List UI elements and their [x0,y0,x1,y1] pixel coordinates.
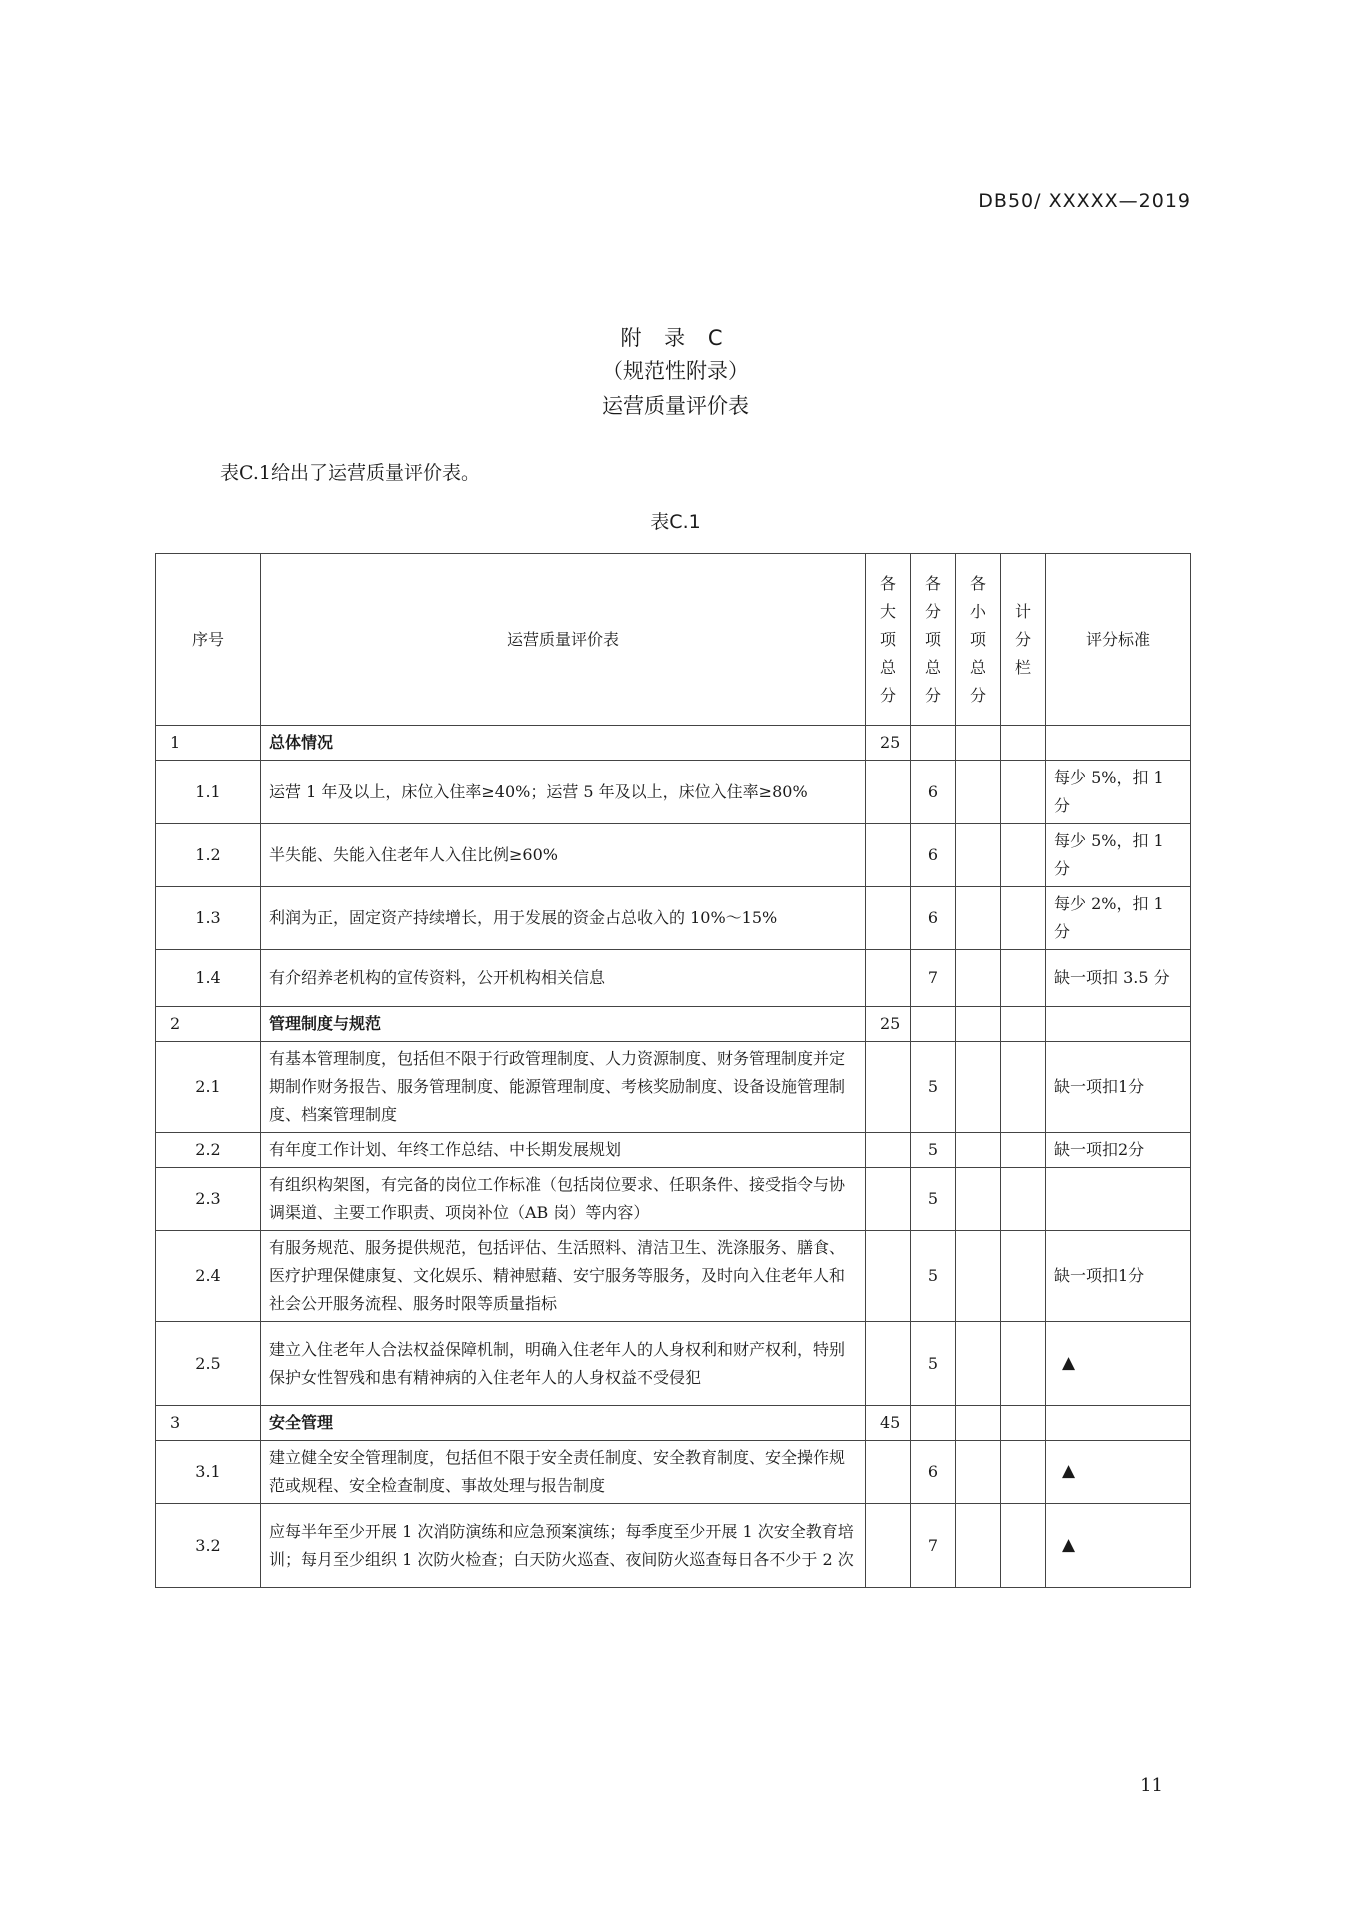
table-row [156,1231,1191,1322]
sub-total-cell: 5 [911,1231,956,1322]
major-total-cell [866,1133,911,1168]
table-body [156,726,1191,1588]
sub-total-cell: 6 [911,761,956,824]
row-number: 1.1 [156,761,261,824]
minor-total-cell [956,726,1001,761]
page-number: 11 [1140,1775,1163,1796]
header-sub-total: 各 分 项 总 分 [911,554,956,726]
score-cell [1001,950,1046,1007]
major-total-cell [866,1168,911,1231]
minor-total-cell [956,824,1001,887]
minor-total-cell [956,1007,1001,1042]
criteria-cell: 每少 2%，扣 1 分 [1046,887,1191,950]
table-row [156,761,1191,824]
criteria-cell: 缺一项扣1分 [1046,1042,1191,1133]
major-total-cell [866,950,911,1007]
row-number: 3 [156,1406,261,1441]
sub-total-cell: 7 [911,1504,956,1588]
sub-total-cell: 7 [911,950,956,1007]
criteria-cell: 每少 5%，扣 1 分 [1046,761,1191,824]
row-number: 1.4 [156,950,261,1007]
row-number: 2 [156,1007,261,1042]
score-cell [1001,726,1046,761]
minor-total-cell [956,1168,1001,1231]
sub-total-cell: 6 [911,824,956,887]
minor-total-cell [956,1504,1001,1588]
table-row [156,824,1191,887]
criteria-cell [1046,1007,1191,1042]
warning-triangle-icon: ▲ [1046,1322,1191,1406]
table-row [156,1168,1191,1231]
major-total-cell [866,761,911,824]
criteria-cell: 每少 5%，扣 1 分 [1046,824,1191,887]
score-cell [1001,1042,1046,1133]
sub-total-cell: 5 [911,1042,956,1133]
criteria-cell [1046,1168,1191,1231]
major-total-cell [866,824,911,887]
row-content: 有年度工作计划、年终工作总结、中长期发展规划 [261,1133,866,1168]
row-content: 利润为正，固定资产持续增长，用于发展的资金占总收入的 10%～15% [261,887,866,950]
row-content: 运营 1 年及以上，床位入住率≥40%；运营 5 年及以上，床位入住率≥80% [261,761,866,824]
section-row [156,1007,1191,1042]
row-number: 3.2 [156,1504,261,1588]
sub-total-cell: 5 [911,1168,956,1231]
section-row [156,726,1191,761]
row-number: 2.1 [156,1042,261,1133]
row-number: 2.2 [156,1133,261,1168]
appendix-type: （规范性附录） [602,359,749,383]
row-content: 安全管理 [261,1406,866,1441]
table-row [156,1042,1191,1133]
sub-total-cell [911,1406,956,1441]
table-row [156,1441,1191,1504]
score-cell [1001,1406,1046,1441]
row-content: 有介绍养老机构的宣传资料，公开机构相关信息 [261,950,866,1007]
major-total-cell [866,1322,911,1406]
row-number: 1.2 [156,824,261,887]
row-content: 应每半年至少开展 1 次消防演练和应急预案演练；每季度至少开展 1 次安全教育培训；每月至少组织 1 次防火检查；白天防火巡查、夜间防火巡查每日各不少于 2 次 [261,1504,866,1588]
score-cell [1001,1441,1046,1504]
appendix-name: 运营质量评价表 [602,394,749,418]
minor-total-cell [956,1231,1001,1322]
major-total-cell: 25 [866,1007,911,1042]
table-row [156,887,1191,950]
header-content: 运营质量评价表 [261,554,866,726]
major-total-cell [866,887,911,950]
row-number: 2.3 [156,1168,261,1231]
section-row [156,1406,1191,1441]
major-total-cell: 45 [866,1406,911,1441]
major-total-cell [866,1042,911,1133]
criteria-cell: 缺一项扣2分 [1046,1133,1191,1168]
sub-total-cell [911,1007,956,1042]
criteria-cell [1046,1406,1191,1441]
table-row [156,950,1191,1007]
row-content: 建立入住老年人合法权益保障机制，明确入住老年人的人身权利和财产权利，特别保护女性智残和患有精神病的入住老年人的人身权益不受侵犯 [261,1322,866,1406]
row-content: 半失能、失能入住老年人入住比例≥60% [261,824,866,887]
row-number: 1 [156,726,261,761]
header-seq: 序号 [156,554,261,726]
header-minor-total: 各 小 项 总 分 [956,554,1001,726]
row-content: 总体情况 [261,726,866,761]
criteria-cell: 缺一项扣1分 [1046,1231,1191,1322]
row-content: 有组织构架图，有完备的岗位工作标准（包括岗位要求、任职条件、接受指令与协调渠道、主要工作职责、项岗补位（AB 岗）等内容） [261,1168,866,1231]
table-caption: 表C.1 [650,511,701,533]
major-total-cell: 25 [866,726,911,761]
major-total-cell [866,1441,911,1504]
row-number: 2.4 [156,1231,261,1322]
warning-triangle-icon: ▲ [1046,1441,1191,1504]
table-row [156,1504,1191,1588]
row-content: 有服务规范、服务提供规范，包括评估、生活照料、清洁卫生、洗涤服务、膳食、医疗护理保健康复、文化娱乐、精神慰藉、安宁服务等服务，及时向入住老年人和社会公开服务流程、服务时限等质量指标 [261,1231,866,1322]
score-cell [1001,824,1046,887]
minor-total-cell [956,1322,1001,1406]
score-cell [1001,1168,1046,1231]
minor-total-cell [956,950,1001,1007]
minor-total-cell [956,761,1001,824]
sub-total-cell: 6 [911,887,956,950]
score-cell [1001,1322,1046,1406]
minor-total-cell [956,1441,1001,1504]
row-number: 1.3 [156,887,261,950]
major-total-cell [866,1504,911,1588]
sub-total-cell [911,726,956,761]
criteria-cell: 缺一项扣 3.5 分 [1046,950,1191,1007]
minor-total-cell [956,1406,1001,1441]
intro-paragraph: 表C.1给出了运营质量评价表。 [220,462,480,484]
row-content: 有基本管理制度，包括但不限于行政管理制度、人力资源制度、财务管理制度并定期制作财务报告、服务管理制度、能源管理制度、考核奖励制度、设备设施管理制度、档案管理制度 [261,1042,866,1133]
row-number: 2.5 [156,1322,261,1406]
score-cell [1001,887,1046,950]
header-criteria: 评分标准 [1046,554,1191,726]
table-header-row [156,554,1191,726]
appendix-title: 附 录 C [620,326,731,350]
sub-total-cell: 6 [911,1441,956,1504]
row-content: 管理制度与规范 [261,1007,866,1042]
major-total-cell [866,1231,911,1322]
document-code: DB50/ XXXXX—2019 [978,190,1191,212]
score-cell [1001,761,1046,824]
minor-total-cell [956,1133,1001,1168]
score-cell [1001,1007,1046,1042]
criteria-cell [1046,726,1191,761]
row-number: 3.1 [156,1441,261,1504]
row-content: 建立健全安全管理制度，包括但不限于安全责任制度、安全教育制度、安全操作规范或规程、安全检查制度、事故处理与报告制度 [261,1441,866,1504]
sub-total-cell: 5 [911,1133,956,1168]
score-cell [1001,1504,1046,1588]
header-major-total: 各 大 项 总 分 [866,554,911,726]
warning-triangle-icon: ▲ [1046,1504,1191,1588]
minor-total-cell [956,1042,1001,1133]
table-row [156,1322,1191,1406]
table-row [156,1133,1191,1168]
evaluation-table [155,553,1191,1588]
score-cell [1001,1133,1046,1168]
score-cell [1001,1231,1046,1322]
minor-total-cell [956,887,1001,950]
sub-total-cell: 5 [911,1322,956,1406]
header-score: 计 分 栏 [1001,554,1046,726]
